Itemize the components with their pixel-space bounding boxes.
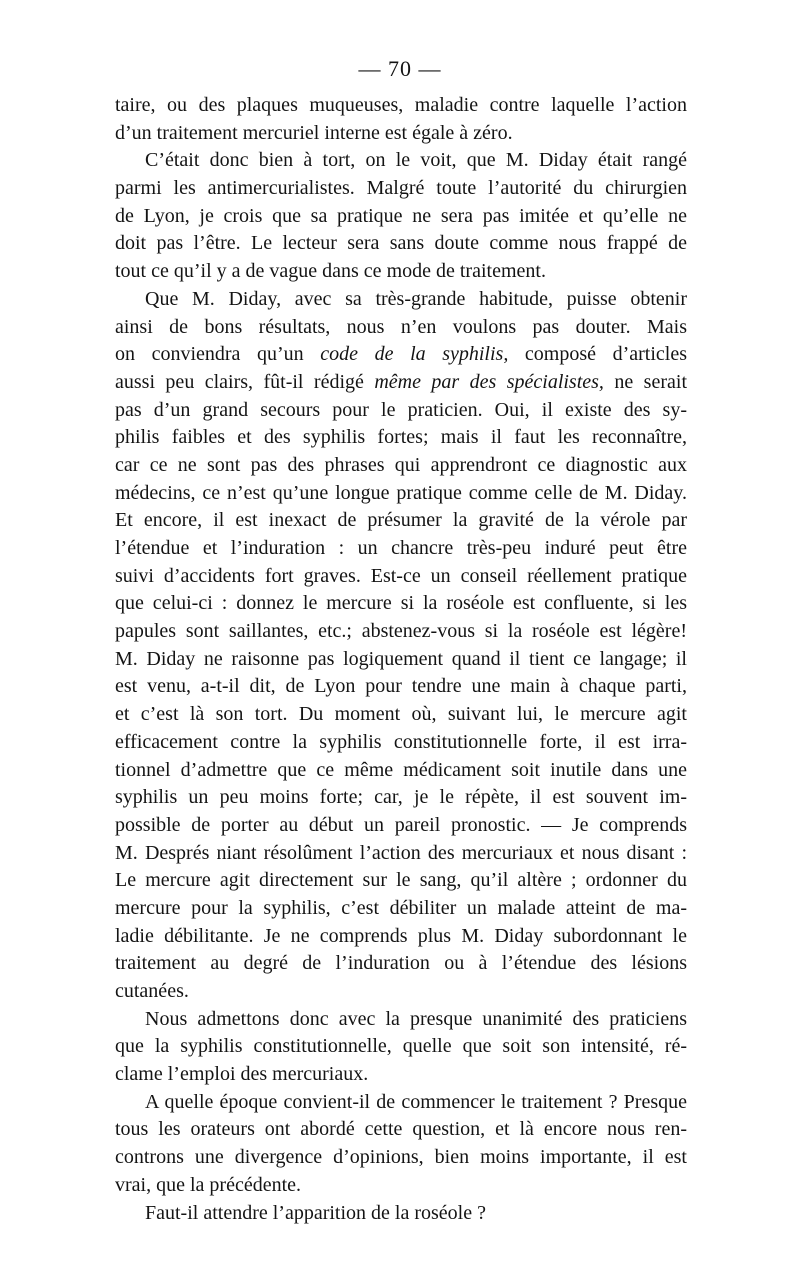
- text-line: Et encore, il est inexact de présumer la gravité de la vérole par: [115, 509, 687, 532]
- text-run: aussi peu clairs, fût-il rédigé: [115, 370, 375, 393]
- text-line: taire, ou des plaques muqueuses, maladie contre laquelle l’action: [115, 94, 687, 116]
- text-line: syphilis un peu moins forte; car, je le répète, il est souvent im-: [115, 786, 687, 809]
- text-line: clame l’emploi des mercuriaux.: [115, 1063, 369, 1086]
- text-line: M. Després niant résolûment l’action des mercuriaux et nous disant :: [115, 841, 687, 864]
- text-line: [115, 341, 687, 369]
- text-line: et c’est là son tort. Du moment où, suivant lui, le mercure agit: [115, 703, 687, 726]
- text-line: Que M. Diday, avec sa très-grande habitude, puisse obtenir: [145, 287, 687, 310]
- text-line: de Lyon, je crois que sa pratique ne sera pas imitée et qu’elle ne: [115, 204, 687, 227]
- text-line: est venu, a-t-il dit, de Lyon pour tendre une main à chaque parti,: [115, 675, 687, 698]
- text-line: médecins, ce n’est qu’une longue pratique comme celle de M. Diday.: [115, 481, 687, 504]
- text-line: A quelle époque convient-il de commencer le traitement ? Presque: [145, 1090, 687, 1113]
- text-line: C’était donc bien à tort, on le voit, que M. Diday était rangé: [145, 149, 687, 172]
- text-line: mercure pour la syphilis, c’est débiliter un malade atteint de ma-: [115, 896, 687, 919]
- text-line: ainsi de bons résultats, nous n’en voulons pas douter. Mais: [115, 315, 687, 338]
- text-line: traitement au degré de l’induration ou à l’étendue des lésions: [115, 952, 687, 975]
- italic-text: même par des spécialistes,: [374, 370, 604, 393]
- text-line: philis faibles et des syphilis fortes; mais il faut les reconnaître,: [115, 426, 687, 449]
- text-line: pas d’un grand secours pour le praticien. Oui, il existe des sy-: [115, 398, 687, 421]
- text-line: l’étendue et l’induration : un chancre très-peu induré peut être: [115, 537, 687, 559]
- text-line: Nous admettons donc avec la presque unanimité des praticiens: [145, 1007, 687, 1030]
- text-line: que la syphilis constitutionnelle, quelle que soit son intensité, ré-: [115, 1035, 687, 1058]
- text-line: possible de porter au début un pareil pronostic. — Je comprends: [115, 813, 687, 836]
- text-run: ne serait: [603, 370, 687, 393]
- page-number: — 70 —: [358, 56, 442, 81]
- text-line: controns une divergence d’opinions, bien moins importante, il est: [115, 1146, 687, 1169]
- text-line: car ce ne sont pas des phrases qui apprendront ce diagnostic aux: [115, 453, 687, 476]
- italic-text: code de la syphilis,: [320, 343, 509, 366]
- text-line: parmi les antimercurialistes. Malgré toute l’autorité du chirurgien: [115, 177, 687, 200]
- text-line: suivi d’accidents fort graves. Est-ce un conseil réellement pratique: [115, 564, 687, 587]
- text-line: [115, 369, 687, 397]
- text-run: composé d’articles: [508, 343, 687, 366]
- text-line: ladie débilitante. Je ne comprends plus M. Diday subordonnant le: [115, 924, 687, 947]
- text-line: doit pas l’être. Le lecteur sera sans doute comme nous frappé de: [115, 232, 687, 255]
- text-line: d’un traitement mercuriel interne est égale à zéro.: [115, 121, 513, 144]
- text-line: tout ce qu’il y a de vague dans ce mode de traitement.: [115, 260, 546, 283]
- text-line: M. Diday ne raisonne pas logiquement quand il tient ce langage; il: [115, 647, 687, 670]
- body-text: [115, 92, 687, 1227]
- text-line: Le mercure agit directement sur le sang, qu’il altère ; ordonner du: [115, 869, 687, 892]
- text-line: que celui-ci : donnez le mercure si la roséole est confluente, si les: [115, 592, 687, 615]
- text-line: cutanées.: [115, 980, 189, 1002]
- text-line: efficacement contre la syphilis constitutionnelle forte, il est irra-: [115, 730, 687, 753]
- text-line: papules sont saillantes, etc.; abstenez-vous si la roséole est légère!: [115, 620, 687, 643]
- text-line: vrai, que la précédente.: [115, 1173, 302, 1196]
- text-line: tous les orateurs ont abordé cette question, et là encore nous ren-: [115, 1118, 687, 1141]
- text-line: tionnel d’admettre que ce même médicament soit inutile dans une: [115, 758, 687, 781]
- text-line: Faut-il attendre l’apparition de la roséole ?: [145, 1201, 486, 1224]
- text-run: on conviendra qu’un: [115, 343, 321, 366]
